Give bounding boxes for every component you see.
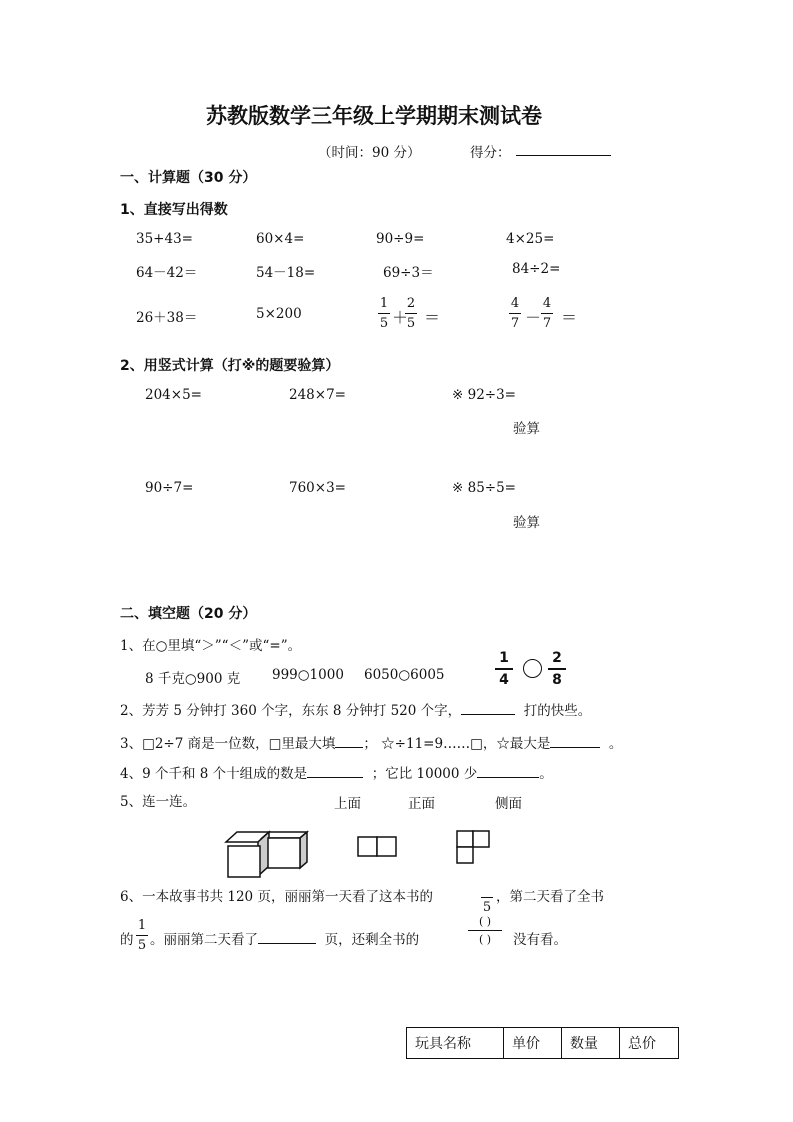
- calc-item: 35+43=: [136, 231, 193, 247]
- section-2-heading: 二、填空题（20 分）: [120, 606, 257, 622]
- denominator: 5: [406, 316, 416, 331]
- answer-blank[interactable]: [335, 733, 363, 748]
- calc-item: 26＋38＝: [136, 310, 198, 326]
- score-blank[interactable]: [516, 155, 611, 156]
- view-label-side: 侧面: [495, 796, 522, 812]
- toy-price-table: [406, 1027, 679, 1059]
- compare-item: 999○1000: [272, 667, 344, 683]
- denominator: 7: [542, 316, 552, 331]
- table-header-cell: 总价: [620, 1028, 679, 1059]
- denominator: 5: [482, 900, 492, 915]
- q1-heading: 1、直接写出得数: [120, 202, 228, 218]
- table-header-row: [407, 1028, 679, 1059]
- calc-item: 60×4=: [256, 231, 305, 247]
- equals-sign: ＝: [561, 308, 578, 327]
- table-header-cell: 玩具名称: [407, 1028, 504, 1059]
- denominator: 7: [510, 316, 520, 331]
- fraction: [405, 296, 417, 331]
- vertical-calc-item: 204×5=: [145, 387, 202, 403]
- fraction: [495, 650, 513, 688]
- compare-circle[interactable]: [523, 659, 542, 678]
- page-title: 苏教版数学三年级上学期期末测试卷: [206, 104, 542, 128]
- fill-q4-text: 4、9 个千和 8 个十组成的数是: [120, 766, 308, 782]
- section-1-heading: 一、计算题（30 分）: [120, 170, 257, 186]
- fill-q3-text: 3、□2÷7 商是一位数，□里最大填: [120, 736, 336, 752]
- numerator: 4: [542, 296, 552, 311]
- fill-q6-line1-tail: ，第二天看了全书: [496, 889, 604, 905]
- fill-q6-mid: 页，还剩全书的: [324, 932, 420, 948]
- fill-q6-text: 。丽丽第二天看了: [150, 932, 258, 948]
- fill-q3-tail: 。: [608, 736, 623, 752]
- fill-q3-mid: ； ☆÷11=9……□，☆最大是: [363, 736, 551, 752]
- table-header-cell: 数量: [562, 1028, 620, 1059]
- calc-item: 4×25=: [506, 231, 555, 247]
- front-view-figure: [357, 836, 399, 858]
- fill-q3: [120, 732, 622, 752]
- denominator: 5: [137, 938, 147, 953]
- vertical-calc-item: ※ 92÷3=: [452, 387, 516, 403]
- check-label: 验算: [513, 515, 540, 531]
- fill-q2-text: 2、芳芳 5 分钟打 360 个字，东东 8 分钟打 520 个字，: [120, 703, 462, 719]
- calc-item: 64－42＝: [136, 265, 198, 281]
- calc-item: 54－18=: [256, 265, 316, 281]
- fill-q2-tail: 打的快些。: [523, 703, 592, 719]
- check-label: 验算: [513, 421, 540, 437]
- score-label: 得分：: [470, 145, 511, 161]
- numerator: 2: [552, 650, 562, 666]
- answer-blank[interactable]: [307, 763, 363, 778]
- blank-numerator[interactable]: ( ): [478, 915, 492, 928]
- vertical-calc-item: 248×7=: [289, 387, 346, 403]
- equals-sign: ＝: [424, 308, 441, 327]
- denominator: 5: [379, 316, 389, 331]
- fill-q4-mid: ；它比 10000 少: [371, 766, 478, 782]
- numerator: 1: [137, 918, 147, 933]
- fill-q2: [120, 699, 591, 719]
- fraction: [509, 296, 521, 331]
- answer-blank[interactable]: [258, 929, 316, 944]
- fraction: [548, 650, 566, 688]
- numerator: 4: [510, 296, 520, 311]
- cube-stack-figure: [224, 826, 310, 880]
- table-header-cell: 单价: [504, 1028, 562, 1059]
- numerator: 2: [406, 296, 416, 311]
- fraction: [136, 918, 148, 953]
- calc-item: 5×200: [256, 306, 302, 322]
- view-label-top: 上面: [334, 796, 361, 812]
- fill-q4: [120, 762, 553, 782]
- blank-fraction[interactable]: [468, 915, 502, 946]
- fill-q4-tail: 。: [539, 766, 553, 782]
- denominator: 8: [552, 672, 562, 688]
- plus-sign: ＋: [392, 308, 409, 327]
- calc-item: 69÷3＝: [383, 265, 434, 281]
- fill-q5: 5、连一连。: [120, 794, 197, 810]
- fraction: [378, 296, 390, 331]
- fill-q6-line2: [150, 928, 419, 948]
- vertical-calc-item: 90÷7=: [145, 480, 194, 496]
- fill-q6-de: 的: [120, 932, 134, 948]
- view-label-front: 正面: [408, 796, 435, 812]
- calc-item: 84÷2=: [512, 261, 561, 277]
- compare-item: 6050○6005: [364, 667, 445, 683]
- vertical-calc-item: 760×3=: [289, 480, 346, 496]
- q2-heading: 2、用竖式计算（打※的题要验算）: [120, 358, 340, 374]
- side-view-figure: [456, 830, 492, 864]
- numerator: 1: [499, 650, 509, 666]
- fill-q6-tail: 没有看。: [513, 932, 567, 948]
- answer-blank[interactable]: [477, 763, 539, 778]
- calc-item: 90÷9=: [376, 231, 425, 247]
- denominator: 4: [499, 672, 509, 688]
- fraction: [481, 881, 493, 915]
- fraction: [541, 296, 553, 331]
- blank-denominator[interactable]: ( ): [478, 933, 492, 946]
- answer-blank[interactable]: [461, 700, 515, 715]
- compare-item: 8 千克○900 克: [145, 671, 241, 687]
- fill-q1: 1、在○里填“＞”“＜”或“=”。: [120, 638, 302, 654]
- fill-q6-line1: 6、一本故事书共 120 页，丽丽第一天看了这本书的: [120, 889, 433, 905]
- vertical-calc-item: ※ 85÷5=: [452, 480, 516, 496]
- numerator: 1: [379, 296, 389, 311]
- minus-sign: －: [525, 308, 542, 327]
- exam-time: （时间：90 分）: [318, 145, 421, 161]
- answer-blank[interactable]: [550, 733, 600, 748]
